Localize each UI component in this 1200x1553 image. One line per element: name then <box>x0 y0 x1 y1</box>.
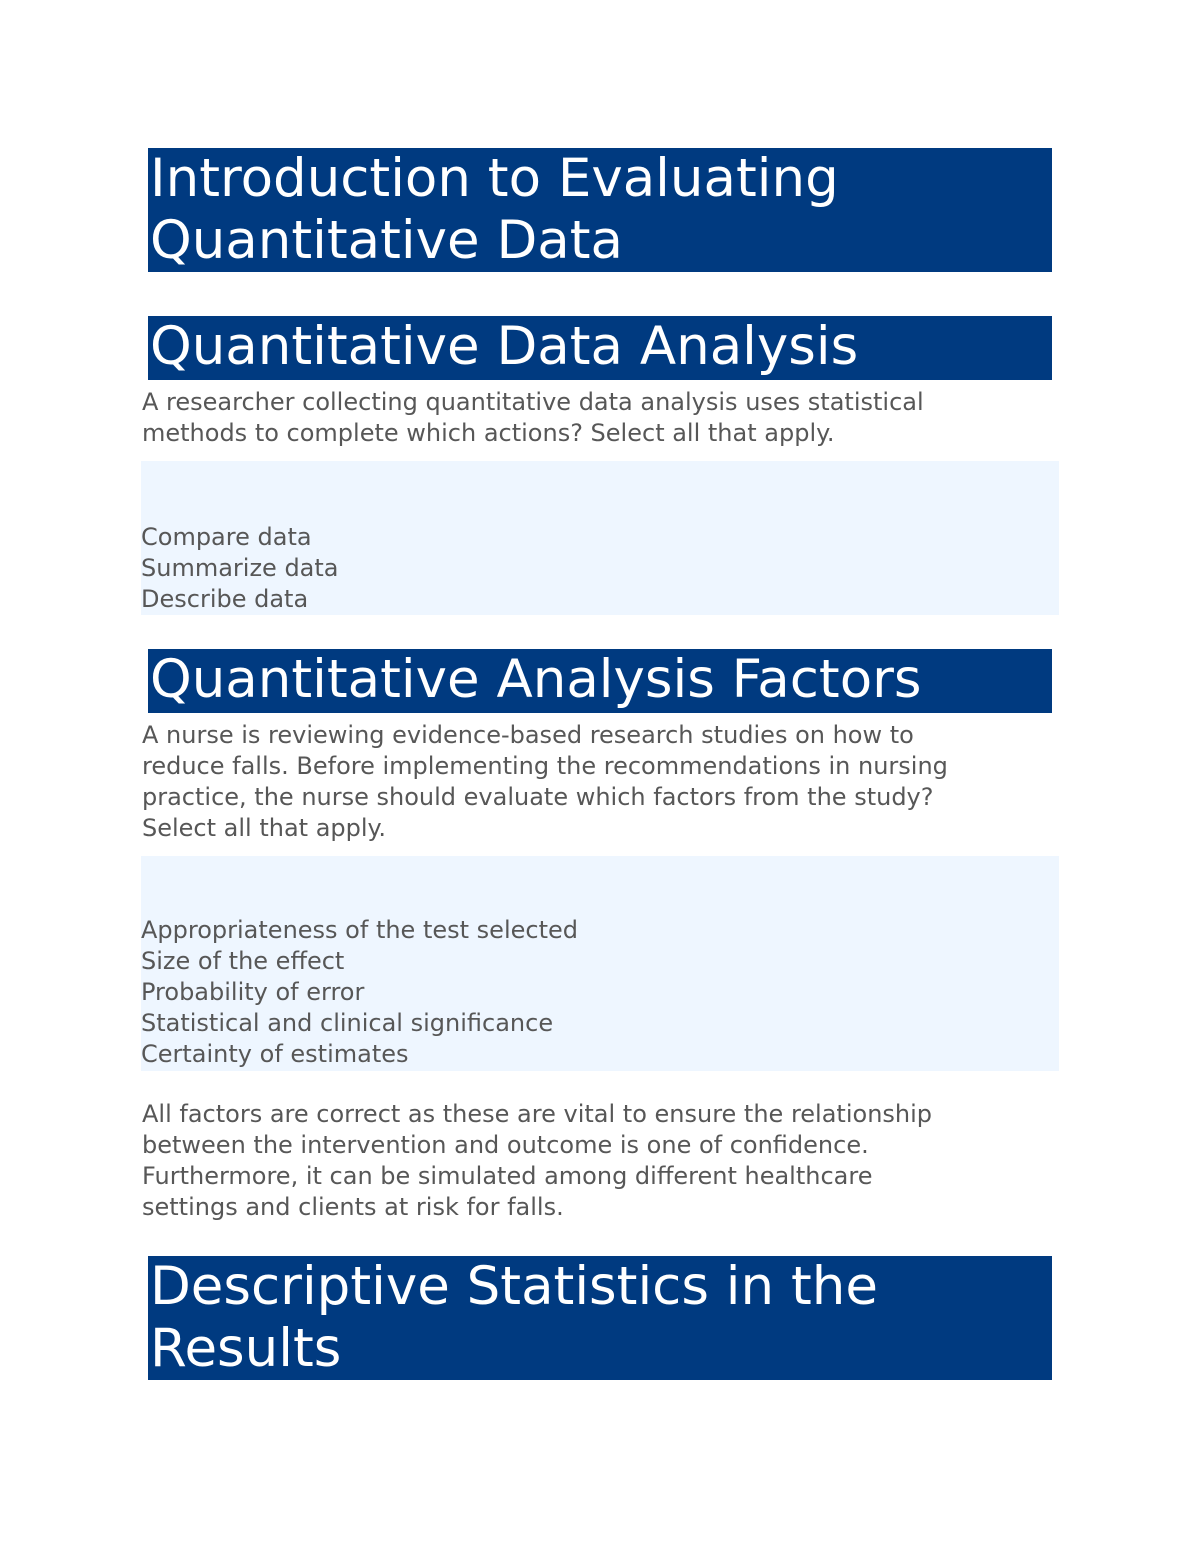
answer-item: Compare data <box>141 523 312 551</box>
rationale-line: All factors are correct as these are vital to ensure the relationship <box>142 1100 933 1128</box>
question-line: Select all that apply. <box>142 814 386 842</box>
section-heading-data-analysis <box>148 316 1052 380</box>
answer-item: Size of the effect <box>141 947 345 975</box>
question-paragraph <box>142 387 1062 449</box>
section-heading-text: Quantitative Data Analysis <box>150 316 859 377</box>
answer-list <box>141 522 339 615</box>
answer-item: Describe data <box>141 585 309 613</box>
section-heading-text: Quantitative Analysis Factors <box>150 649 922 710</box>
answer-item: Summarize data <box>141 554 339 582</box>
answer-item: Certainty of estimates <box>141 1040 409 1068</box>
answer-item: Appropriateness of the test selected <box>141 916 578 944</box>
answer-list <box>141 915 578 1070</box>
section-heading-descriptive-statistics <box>148 1256 1052 1380</box>
document-title-banner <box>148 148 1052 272</box>
title-line-2: Quantitative Data <box>150 210 624 271</box>
section-heading-line-2: Results <box>150 1318 342 1379</box>
question-line: practice, the nurse should evaluate which factors from the study? <box>142 783 934 811</box>
answer-item: Statistical and clinical significance <box>141 1009 554 1037</box>
question-line: reduce falls. Before implementing the recommendations in nursing <box>142 752 948 780</box>
section-heading-analysis-factors <box>148 649 1052 713</box>
question-line: A researcher collecting quantitative data analysis uses statistical <box>142 388 924 416</box>
answer-item: Probability of error <box>141 978 365 1006</box>
rationale-paragraph <box>142 1099 1062 1223</box>
title-line-1: Introduction to Evaluating <box>150 148 839 209</box>
question-line: methods to complete which actions? Select all that apply. <box>142 419 835 447</box>
rationale-line: settings and clients at risk for falls. <box>142 1193 564 1221</box>
question-paragraph <box>142 720 1062 844</box>
answer-box <box>141 461 1059 615</box>
rationale-line: Furthermore, it can be simulated among different healthcare <box>142 1162 873 1190</box>
answer-box <box>141 856 1059 1071</box>
section-heading-line-1: Descriptive Statistics in the <box>150 1256 878 1317</box>
rationale-line: between the intervention and outcome is one of confidence. <box>142 1131 869 1159</box>
question-line: A nurse is reviewing evidence-based research studies on how to <box>142 721 914 749</box>
